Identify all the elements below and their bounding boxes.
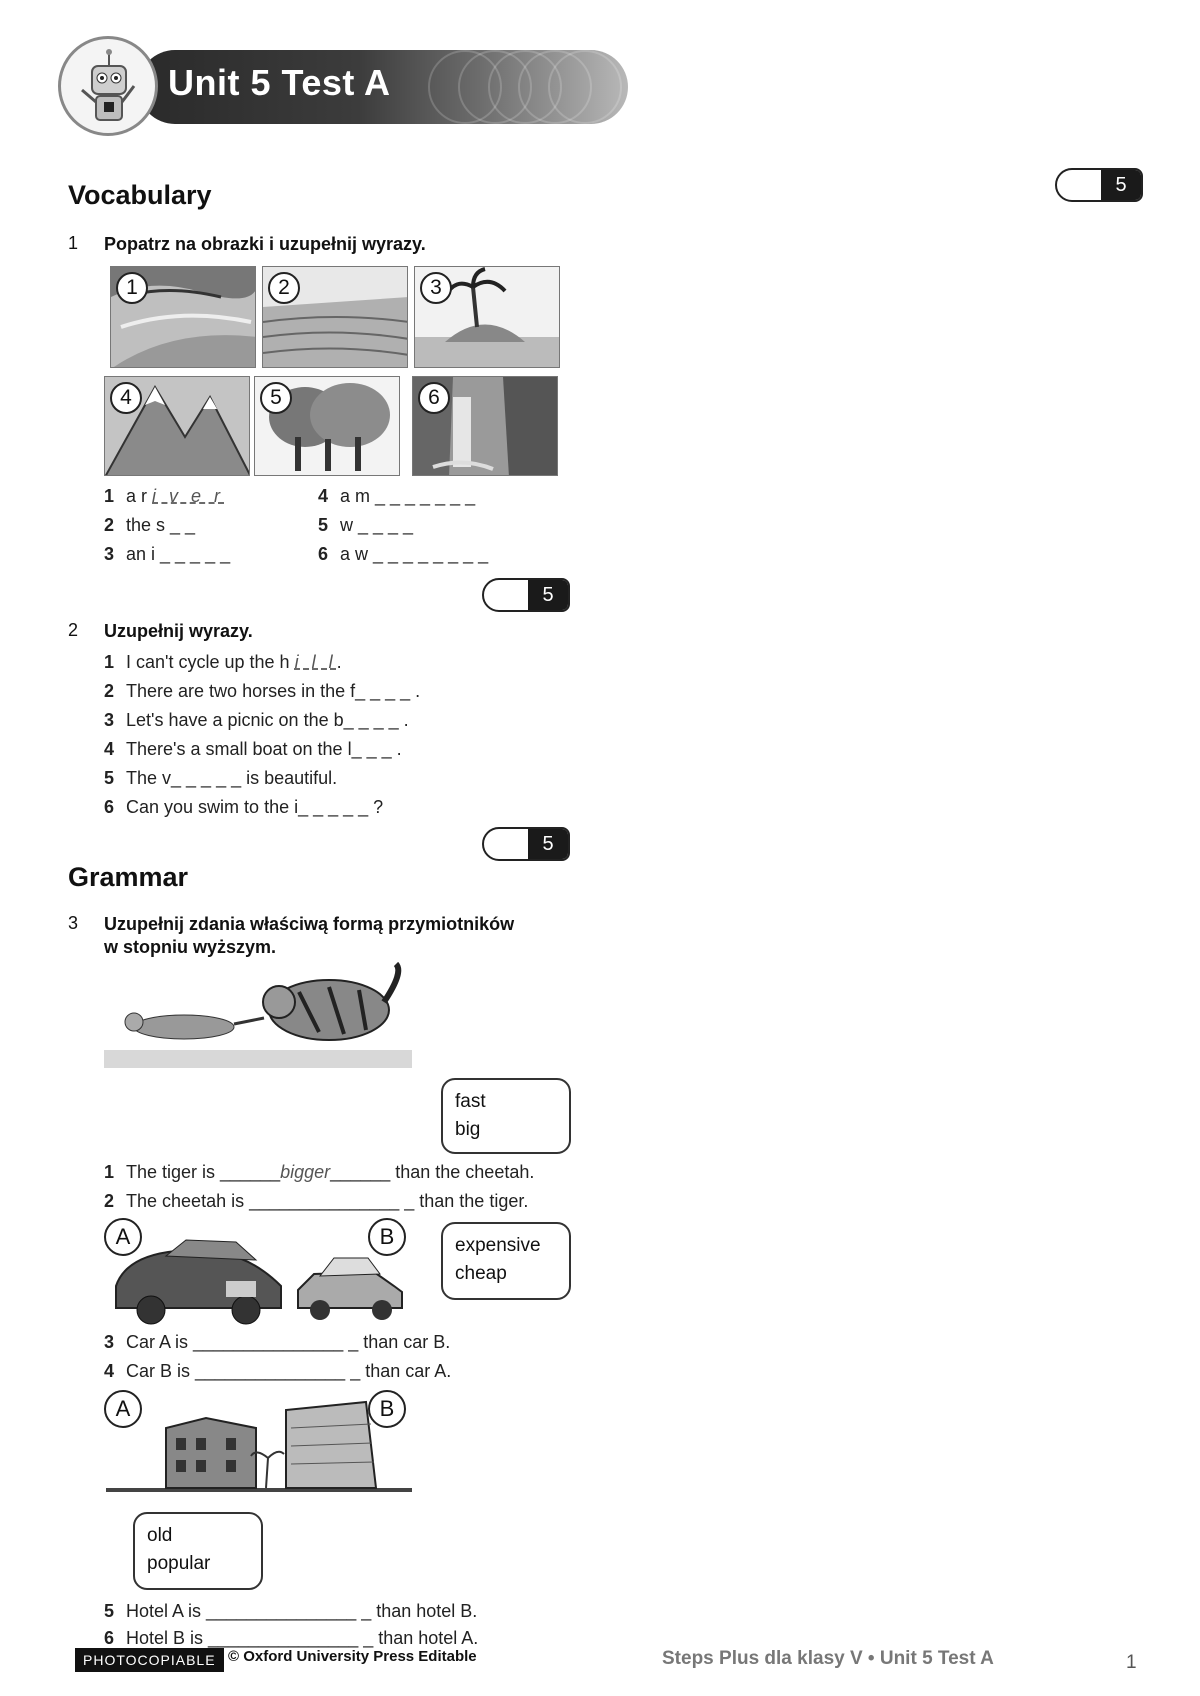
section-heading-vocabulary: Vocabulary	[68, 180, 212, 210]
photocopiable-badge: PHOTOCOPIABLE	[75, 1648, 224, 1672]
picture-number: 4	[110, 382, 142, 414]
list-item: 1 a r i v e r	[104, 486, 225, 506]
publisher-credit: © Oxford University Press Editable	[228, 1648, 477, 1665]
list-item: 6 a w _ _ _ _ _ _ _ _	[318, 544, 489, 564]
list-item: 2 There are two horses in the f_ _ _ _ .	[104, 681, 421, 701]
exercise-instruction: Uzupełnij wyrazy.	[104, 621, 253, 641]
picture-number: 2	[268, 272, 300, 304]
word-box: fast big	[441, 1078, 571, 1154]
list-item: 5 Hotel A is _______________ _ than hotel B.	[104, 1601, 478, 1621]
exercise-number: 3	[68, 913, 79, 933]
section-heading-grammar: Grammar	[68, 862, 189, 892]
list-item: 2 the s _ _	[104, 515, 196, 535]
picture-wood	[254, 376, 400, 476]
picture-waterfall	[412, 376, 558, 476]
list-item: 3 Car A is _______________ _ than car B.	[104, 1332, 451, 1352]
picture-number: 6	[418, 382, 450, 414]
series-title: Steps Plus dla klasy V • Unit 5 Test A	[662, 1648, 994, 1669]
exercise-number: 2	[68, 620, 79, 640]
picture-number: 1	[116, 272, 148, 304]
list-item: 6 Can you swim to the i_ _ _ _ _ ?	[104, 797, 384, 817]
word-box: old popular	[133, 1512, 263, 1590]
list-item: 4 There's a small boat on the l_ _ _ .	[104, 739, 402, 759]
car-b-image	[294, 1252, 406, 1322]
list-item: 5 The v_ _ _ _ _ is beautiful.	[104, 768, 338, 788]
label-b: B	[368, 1218, 406, 1256]
list-item: 5 w _ _ _ _	[318, 515, 414, 535]
list-item: 4 a m _ _ _ _ _ _ _	[318, 486, 476, 506]
page-number: 1	[1126, 1652, 1137, 1673]
page-title: Unit 5 Test A	[168, 62, 391, 103]
exercise-instruction: Uzupełnij zdania właściwą formą przymiotników w stopniu wyższym.	[104, 914, 515, 957]
picture-number: 5	[260, 382, 292, 414]
hotels-image	[106, 1398, 412, 1494]
robot-mascot-icon	[70, 46, 146, 128]
score-box: 5	[1055, 168, 1143, 202]
score-box: 5	[482, 578, 570, 612]
score-box: 5	[482, 827, 570, 861]
picture-island	[414, 266, 560, 368]
tiger-cheetah-image	[104, 962, 414, 1072]
list-item: 4 Car B is _______________ _ than car A.	[104, 1361, 452, 1381]
unit-banner	[58, 36, 628, 136]
exercise-number: 1	[68, 233, 79, 253]
label-a: A	[104, 1390, 142, 1428]
car-a-image	[106, 1226, 286, 1326]
list-item: 6 Hotel B is _______________ _ than hotel A.	[104, 1628, 479, 1648]
label-a: A	[104, 1218, 142, 1256]
list-item: 3 an i _ _ _ _ _	[104, 544, 231, 564]
list-item: 3 Let's have a picnic on the b_ _ _ _ .	[104, 710, 409, 730]
picture-river	[110, 266, 256, 368]
list-item: 1 I can't cycle up the h i l l.	[104, 652, 342, 672]
exercise-instruction: Popatrz na obrazki i uzupełnij wyrazy.	[104, 234, 426, 254]
word-box: expensive cheap	[441, 1222, 571, 1300]
picture-sea	[262, 266, 408, 368]
picture-number: 3	[420, 272, 452, 304]
label-b: B	[368, 1390, 406, 1428]
picture-mountain	[104, 376, 250, 476]
list-item: 1 The tiger is ______bigger______ than the cheetah.	[104, 1162, 535, 1182]
list-item: 2 The cheetah is _______________ _ than the tiger.	[104, 1191, 529, 1211]
